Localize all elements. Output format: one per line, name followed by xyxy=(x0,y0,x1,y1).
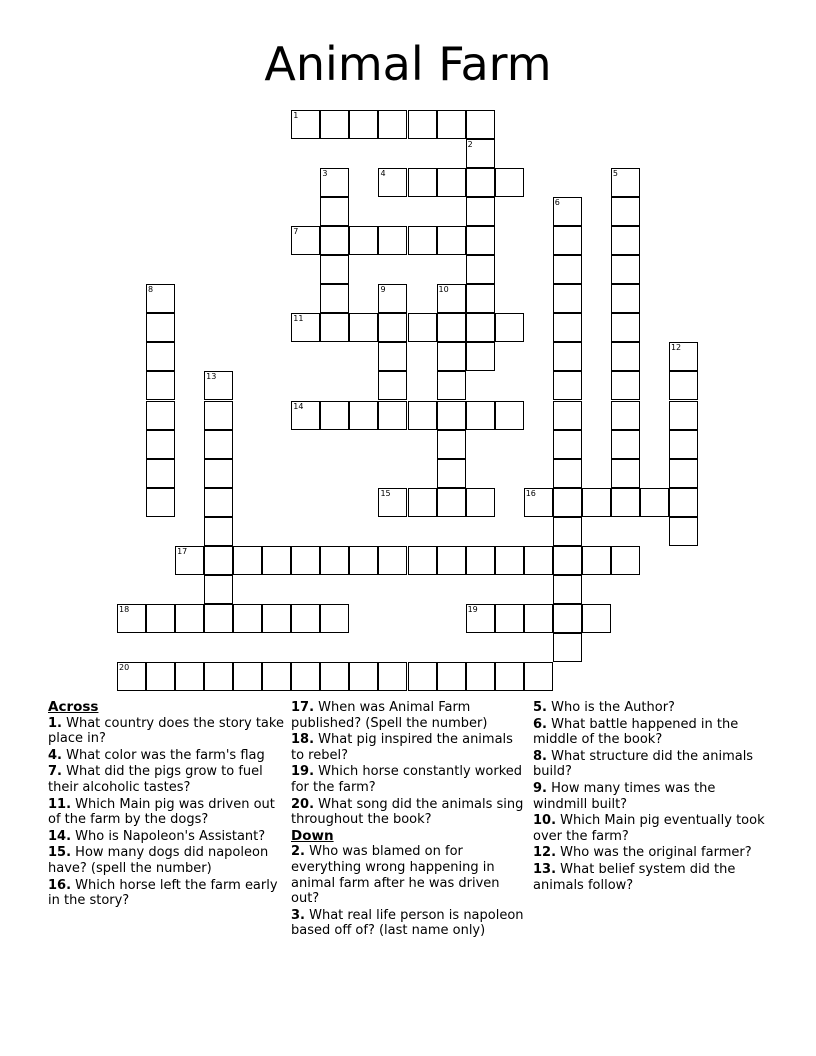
grid-cell[interactable] xyxy=(437,459,466,488)
grid-cell[interactable] xyxy=(437,313,466,342)
cell-number: 20 xyxy=(119,662,130,672)
grid-cell[interactable] xyxy=(378,546,407,575)
grid-cell[interactable] xyxy=(262,604,291,633)
grid-cell[interactable] xyxy=(378,488,407,517)
grid-cell[interactable] xyxy=(378,168,407,197)
clue-number: 3. xyxy=(291,907,305,923)
clue-column-2 xyxy=(291,700,527,940)
clue-number: 6. xyxy=(533,716,547,732)
clue-item xyxy=(48,878,284,909)
grid-cell[interactable] xyxy=(349,546,378,575)
grid-cell[interactable] xyxy=(466,546,495,575)
grid-cell[interactable] xyxy=(408,662,437,691)
clue-text: Which horse left the farm early in the story? xyxy=(48,877,278,909)
grid-cell[interactable] xyxy=(378,342,407,371)
clue-number: 10. xyxy=(533,813,557,829)
grid-cell[interactable] xyxy=(320,226,349,255)
grid-cell[interactable] xyxy=(495,604,524,633)
grid-cell[interactable] xyxy=(466,139,495,168)
clue-text: What pig inspired the animals to rebel? xyxy=(291,732,513,763)
grid-cell[interactable] xyxy=(553,430,582,459)
grid-cell[interactable] xyxy=(582,546,611,575)
clue-number: 16. xyxy=(48,877,72,893)
grid-cell[interactable] xyxy=(611,546,640,575)
grid-cell[interactable] xyxy=(553,401,582,430)
grid-cell[interactable] xyxy=(320,110,349,139)
grid-cell[interactable] xyxy=(320,168,349,197)
clue-number: 5. xyxy=(533,700,547,715)
grid-cell[interactable] xyxy=(378,313,407,342)
grid-cell[interactable] xyxy=(146,488,175,517)
clue-number: 18. xyxy=(291,732,315,748)
page-title: Animal Farm xyxy=(264,37,552,91)
cell-number: 9 xyxy=(380,285,386,295)
grid-cell[interactable] xyxy=(437,401,466,430)
cell-number: 5 xyxy=(612,169,618,179)
grid-cell[interactable] xyxy=(495,313,524,342)
grid-cell[interactable] xyxy=(378,371,407,400)
grid-cell[interactable] xyxy=(378,226,407,255)
grid-cell[interactable] xyxy=(553,371,582,400)
cell-number: 14 xyxy=(293,401,304,411)
grid-cell[interactable] xyxy=(553,517,582,546)
clue-item xyxy=(48,845,284,876)
grid-cell[interactable] xyxy=(233,546,262,575)
clue-text: What country does the story take place in? xyxy=(48,715,284,747)
clue-item xyxy=(291,797,527,828)
grid-cell[interactable] xyxy=(146,371,175,400)
grid-cell[interactable] xyxy=(175,662,204,691)
clue-item xyxy=(533,813,769,844)
grid-cell[interactable] xyxy=(466,488,495,517)
grid-cell[interactable] xyxy=(582,488,611,517)
grid-cell[interactable] xyxy=(408,313,437,342)
grid-cell[interactable] xyxy=(349,110,378,139)
grid-cell[interactable] xyxy=(466,255,495,284)
grid-cell[interactable] xyxy=(320,604,349,633)
grid-cell[interactable] xyxy=(466,110,495,139)
grid-cell[interactable] xyxy=(553,633,582,662)
grid-cell[interactable] xyxy=(146,604,175,633)
grid-cell[interactable] xyxy=(437,662,466,691)
grid-cell[interactable] xyxy=(611,430,640,459)
grid-cell[interactable] xyxy=(175,546,204,575)
grid-cell[interactable] xyxy=(262,546,291,575)
clue-item xyxy=(291,700,527,731)
cell-number: 1 xyxy=(293,111,299,120)
grid-cell[interactable] xyxy=(204,546,233,575)
grid-cell[interactable] xyxy=(291,226,320,255)
grid-cell[interactable] xyxy=(553,488,582,517)
grid-cell[interactable] xyxy=(437,226,466,255)
grid-cell[interactable] xyxy=(611,168,640,197)
cell-number: 15 xyxy=(380,488,391,498)
grid-cell[interactable] xyxy=(611,371,640,400)
grid-cell[interactable] xyxy=(669,342,698,371)
clue-number: 8. xyxy=(533,748,547,764)
clue-number: 9. xyxy=(533,780,547,796)
clue-text: Which horse constantly worked for the farm? xyxy=(291,764,523,795)
grid-cell[interactable] xyxy=(117,604,146,633)
clue-item xyxy=(533,781,769,812)
grid-cell[interactable] xyxy=(291,313,320,342)
grid-cell[interactable] xyxy=(204,517,233,546)
grid-cell[interactable] xyxy=(611,197,640,226)
grid-cell[interactable] xyxy=(553,284,582,313)
clue-text: Who was blamed on for everything wrong happening in animal farm after he was driven out? xyxy=(291,844,500,907)
grid-cell[interactable] xyxy=(408,226,437,255)
grid-cell[interactable] xyxy=(611,488,640,517)
clue-text: What real life person is napoleon based off of? (last name only) xyxy=(291,907,524,939)
clue-item xyxy=(291,764,527,795)
clue-text: Who is the Author? xyxy=(546,700,675,715)
grid-cell[interactable] xyxy=(553,197,582,226)
grid-cell[interactable] xyxy=(146,401,175,430)
clue-item xyxy=(48,829,284,845)
grid-cell[interactable] xyxy=(669,488,698,517)
clue-text: What did the pigs grow to fuel their alcoholic tastes? xyxy=(48,764,263,795)
grid-cell[interactable] xyxy=(320,313,349,342)
clue-item xyxy=(533,749,769,780)
clue-number: 2. xyxy=(291,844,305,860)
clue-item xyxy=(48,716,284,747)
clue-number: 1. xyxy=(48,715,62,731)
grid-cell[interactable] xyxy=(320,662,349,691)
clue-number: 20. xyxy=(291,796,315,812)
grid-cell[interactable] xyxy=(291,110,320,139)
clue-text: Who is Napoleon's Assistant? xyxy=(71,828,266,844)
grid-cell[interactable] xyxy=(233,604,262,633)
grid-cell[interactable] xyxy=(553,226,582,255)
grid-cell[interactable] xyxy=(495,546,524,575)
grid-cell[interactable] xyxy=(408,546,437,575)
clue-text: When was Animal Farm published? (Spell the number) xyxy=(291,700,488,731)
grid-cell[interactable] xyxy=(553,604,582,633)
clue-text: Which Main pig eventually took over the farm? xyxy=(533,813,765,844)
grid-cell[interactable] xyxy=(349,226,378,255)
clue-item xyxy=(48,797,284,828)
cell-number: 17 xyxy=(177,546,188,556)
clue-item xyxy=(533,700,769,716)
grid-cell[interactable] xyxy=(669,430,698,459)
grid-cell[interactable] xyxy=(611,401,640,430)
grid-cell[interactable] xyxy=(437,342,466,371)
grid-cell[interactable] xyxy=(175,604,204,633)
clue-item xyxy=(533,717,769,748)
cell-number: 16 xyxy=(525,488,536,498)
grid-cell[interactable] xyxy=(669,459,698,488)
cell-number: 8 xyxy=(148,285,154,295)
clue-item xyxy=(48,764,284,795)
grid-cell[interactable] xyxy=(349,313,378,342)
grid-cell[interactable] xyxy=(495,662,524,691)
grid-cell[interactable] xyxy=(349,662,378,691)
grid-cell[interactable] xyxy=(466,313,495,342)
grid-cell[interactable] xyxy=(408,110,437,139)
grid-cell[interactable] xyxy=(291,662,320,691)
clue-text: How many dogs did napoleon have? (spell the number) xyxy=(48,845,269,876)
clue-text: Which Main pig was driven out of the farm by the dogs? xyxy=(48,796,275,828)
clue-text: What battle happened in the middle of the book? xyxy=(533,716,739,748)
cell-number: 6 xyxy=(554,198,560,208)
clue-heading-across: Across xyxy=(48,699,99,715)
grid-cell[interactable] xyxy=(466,342,495,371)
clue-text: What structure did the animals build? xyxy=(533,748,754,780)
clue-column-1 xyxy=(48,700,284,910)
grid-cell[interactable] xyxy=(466,197,495,226)
grid-cell[interactable] xyxy=(204,371,233,400)
grid-cell[interactable] xyxy=(437,430,466,459)
grid-cell[interactable] xyxy=(495,401,524,430)
grid-cell[interactable] xyxy=(204,604,233,633)
grid-cell[interactable] xyxy=(146,284,175,313)
grid-cell[interactable] xyxy=(582,604,611,633)
grid-cell[interactable] xyxy=(146,342,175,371)
grid-cell[interactable] xyxy=(495,168,524,197)
clue-number: 11. xyxy=(48,796,72,812)
clue-item xyxy=(533,845,769,861)
cell-number: 10 xyxy=(438,285,449,295)
cell-number: 3 xyxy=(322,169,328,179)
grid-cell[interactable] xyxy=(669,517,698,546)
grid-cell[interactable] xyxy=(146,459,175,488)
cell-number: 18 xyxy=(119,604,130,614)
grid-cell[interactable] xyxy=(553,546,582,575)
grid-cell[interactable] xyxy=(204,430,233,459)
clue-number: 14. xyxy=(48,828,72,844)
cell-number: 12 xyxy=(670,343,682,353)
grid-cell[interactable] xyxy=(466,662,495,691)
grid-cell[interactable] xyxy=(669,371,698,400)
grid-cell[interactable] xyxy=(553,255,582,284)
grid-cell[interactable] xyxy=(320,255,349,284)
grid-cell[interactable] xyxy=(611,284,640,313)
grid-cell[interactable] xyxy=(204,575,233,604)
grid-cell[interactable] xyxy=(553,342,582,371)
grid-cell[interactable] xyxy=(408,488,437,517)
grid-cell[interactable] xyxy=(437,546,466,575)
clue-item xyxy=(48,748,284,764)
clue-number: 19. xyxy=(291,764,315,780)
grid-cell[interactable] xyxy=(669,401,698,430)
grid-cell[interactable] xyxy=(291,546,320,575)
grid-cell[interactable] xyxy=(408,168,437,197)
grid-cell[interactable] xyxy=(378,401,407,430)
cell-number: 13 xyxy=(206,372,217,382)
grid-cell[interactable] xyxy=(466,401,495,430)
grid-cell[interactable] xyxy=(437,488,466,517)
grid-cell[interactable] xyxy=(320,197,349,226)
clue-number: 13. xyxy=(533,861,557,877)
grid-cell[interactable] xyxy=(524,546,553,575)
clue-number: 17. xyxy=(291,700,315,715)
grid-cell[interactable] xyxy=(437,168,466,197)
cell-number: 7 xyxy=(293,227,299,237)
grid-cell[interactable] xyxy=(233,662,262,691)
grid-cell[interactable] xyxy=(408,401,437,430)
grid-cell[interactable] xyxy=(378,662,407,691)
grid-cell[interactable] xyxy=(146,430,175,459)
cell-number: 2 xyxy=(467,140,473,150)
clue-text: How many times was the windmill built? xyxy=(533,780,716,812)
grid-cell[interactable] xyxy=(437,110,466,139)
grid-cell[interactable] xyxy=(524,662,553,691)
clue-heading-down: Down xyxy=(291,827,334,844)
grid-cell[interactable] xyxy=(204,401,233,430)
grid-cell[interactable] xyxy=(437,284,466,313)
clue-text: What belief system did the animals follow? xyxy=(533,861,736,893)
clue-column-3 xyxy=(533,700,769,894)
clue-text: Who was the original farmer? xyxy=(556,845,752,861)
grid-cell[interactable] xyxy=(291,401,320,430)
clue-item xyxy=(291,844,527,906)
grid-cell[interactable] xyxy=(553,459,582,488)
clue-item xyxy=(291,732,527,763)
grid-cell[interactable] xyxy=(349,401,378,430)
cell-number: 19 xyxy=(467,604,478,614)
clue-item xyxy=(291,908,527,939)
grid-cell[interactable] xyxy=(146,313,175,342)
cell-number: 11 xyxy=(293,314,304,324)
grid-cell[interactable] xyxy=(262,662,291,691)
grid-cell[interactable] xyxy=(466,226,495,255)
clue-text: What color was the farm's flag xyxy=(61,747,265,763)
grid-cell[interactable] xyxy=(611,313,640,342)
grid-cell[interactable] xyxy=(320,284,349,313)
grid-cell[interactable] xyxy=(466,168,495,197)
grid-cell[interactable] xyxy=(466,284,495,313)
grid-cell[interactable] xyxy=(640,488,669,517)
clue-number: 15. xyxy=(48,845,72,861)
cell-number: 4 xyxy=(380,169,386,179)
grid-cell[interactable] xyxy=(291,604,320,633)
grid-cell[interactable] xyxy=(437,371,466,400)
grid-cell[interactable] xyxy=(553,575,582,604)
grid-cell[interactable] xyxy=(611,226,640,255)
grid-cell[interactable] xyxy=(553,313,582,342)
grid-cell[interactable] xyxy=(466,604,495,633)
grid-cell[interactable] xyxy=(611,255,640,284)
grid-cell[interactable] xyxy=(117,662,146,691)
grid-cell[interactable] xyxy=(320,401,349,430)
grid-cell[interactable] xyxy=(204,662,233,691)
grid-cell[interactable] xyxy=(611,459,640,488)
grid-cell[interactable] xyxy=(204,488,233,517)
grid-cell[interactable] xyxy=(378,110,407,139)
grid-cell[interactable] xyxy=(146,662,175,691)
grid-cell[interactable] xyxy=(378,284,407,313)
grid-cell[interactable] xyxy=(611,342,640,371)
grid-cell[interactable] xyxy=(204,459,233,488)
clue-number: 4. xyxy=(48,747,62,763)
clue-number: 12. xyxy=(533,845,557,861)
clue-item xyxy=(533,862,769,893)
grid-cell[interactable] xyxy=(524,604,553,633)
grid-cell[interactable] xyxy=(320,546,349,575)
clue-text: What song did the animals sing throughout the book? xyxy=(291,796,524,828)
grid-cell[interactable] xyxy=(524,488,553,517)
clue-number: 7. xyxy=(48,764,62,780)
